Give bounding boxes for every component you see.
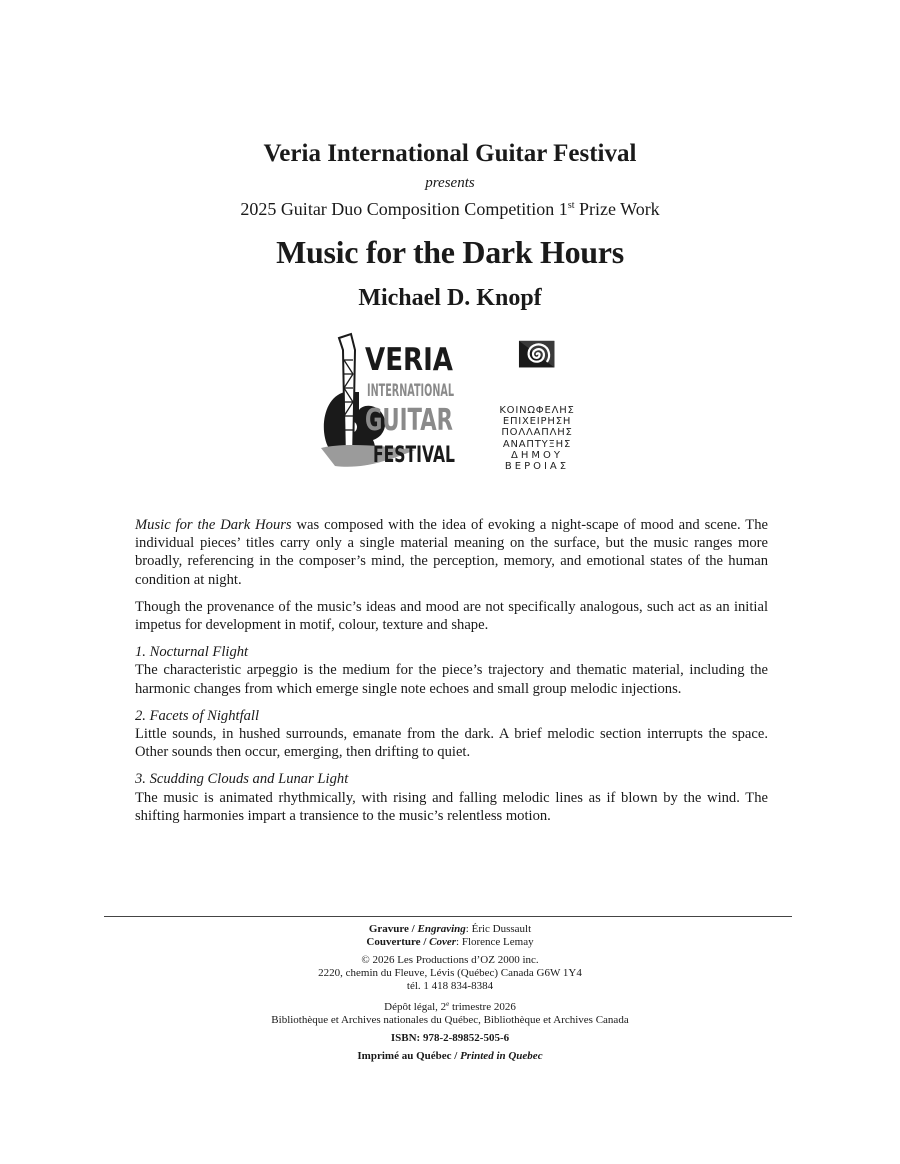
greek-line-5: ΔΗΜΟΥ (511, 449, 563, 461)
section-3-text: The music is animated rhythmically, with rising and falling melodic lines as if blown by the wind. The shifting harmonies impart a transience to the music’s relentless motion. (135, 789, 768, 824)
section-1-title: 1. Nocturnal Flight (135, 644, 249, 661)
colophon (0, 923, 900, 1063)
phone-line: tél. 1 418 834-8384 (406, 980, 494, 992)
section-2-text: Little sounds, in hushed surrounds, emanate from the dark. A brief melodic section interrupts the space. Other sounds then occur, emerging, then drifting to quiet. (135, 726, 768, 761)
competition-suffix: Prize Work (574, 199, 660, 219)
publisher-info (0, 954, 900, 993)
copyright-line: © 2026 Les Productions d’OZ 2000 inc. (361, 954, 539, 966)
veria-festival-logo (315, 330, 460, 472)
libraries-line: Bibliothèque et Archives nationales du Québec, Bibliothèque et Archives Canada (271, 1014, 629, 1026)
depot-ordinal: e (446, 1000, 450, 1008)
section-2-title: 2. Facets of Nightfall (135, 707, 260, 724)
section-1 (135, 643, 768, 698)
intro-paragraph-1-text: was composed with the idea of evoking a night-scape of mood and scene. The individual pieces’ titles carry only a single material meaning on the surface, but the music ranges more broadly, referencing in the composer’s mind, the perception, memory, and emotional states of the human condition at night. (135, 517, 768, 588)
engraving-credit (0, 923, 900, 936)
veria-logo-line-2: INTERNATIONAL (367, 381, 455, 401)
greek-line-2: ΕΠΙΧΕΙΡΗΣΗ (502, 416, 572, 428)
engraving-value: : Éric Dussault (465, 923, 532, 935)
address-line: 2220, chemin du Fleuve, Lévis (Québec) Canada G6W 1Y4 (318, 967, 582, 979)
legal-deposit (0, 998, 900, 1027)
competition-ordinal: st (567, 200, 575, 211)
veria-logo-line-4: FESTIVAL (373, 443, 455, 468)
competition-prefix: 2025 Guitar Duo Composition Competition 1 (240, 199, 568, 219)
cover-credit (0, 936, 900, 949)
work-title: Music for the Dark Hours (276, 234, 624, 270)
credits (0, 923, 900, 949)
engraving-label-fr: Gravure / (368, 923, 418, 935)
section-1-text: The characteristic arpeggio is the medium for the piece’s trajectory and thematic material, including the harmonic changes from which emerge single note echoes and small group melodic injections. (135, 662, 768, 697)
greek-line-6: ΒΕΡΟΙΑΣ (504, 461, 570, 473)
isbn-text: ISBN: 978-2-89852-505-6 (390, 1032, 510, 1044)
colophon-divider (104, 916, 792, 917)
cover-label-en: Cover (429, 936, 457, 948)
intro-paragraph-1 (135, 516, 768, 589)
depot-line (0, 998, 900, 1014)
competition-line (0, 199, 900, 220)
printed-line (0, 1050, 900, 1063)
veria-logo-line-1: VERIA (365, 342, 453, 378)
section-3 (135, 770, 768, 825)
printed-fr: Imprimé au Québec / (357, 1050, 461, 1062)
greek-line-4: ΑΝΑΠΤΥΞΗΣ (502, 438, 572, 450)
greek-org-name (491, 405, 583, 472)
greek-line-1: ΚΟΙΝΩΦΕΛΗΣ (499, 405, 575, 416)
section-3-title: 3. Scudding Clouds and Lunar Light (135, 771, 349, 788)
greek-line-3: ΠΟΛΛΑΠΛΗΣ (501, 427, 573, 439)
section-2 (135, 707, 768, 762)
spiral-logo-mark (493, 340, 583, 402)
intro-paragraph-2: Though the provenance of the music’s ideas and mood are not specifically analogous, such act as an initial impetus for development in motif, colour, texture and shape. (135, 598, 768, 634)
veria-logo-line-3: GUITAR (365, 403, 453, 438)
program-notes (135, 516, 768, 834)
cover-label-fr: Couverture / (366, 936, 430, 948)
engraving-label-en: Engraving (417, 923, 466, 935)
presents-line: presents (425, 175, 475, 191)
depot-suffix: trimestre 2026 (449, 1001, 516, 1013)
printed-en: Printed in Quebec (460, 1050, 543, 1062)
cover-value: : Florence Lemay (456, 936, 534, 948)
composer-name: Michael D. Knopf (358, 285, 542, 311)
isbn-line (0, 1032, 900, 1045)
depot-prefix: Dépôt légal, 2 (384, 1001, 447, 1013)
festival-name: Veria International Guitar Festival (263, 140, 637, 167)
intro-title-ref: Music for the Dark Hours (135, 517, 292, 533)
